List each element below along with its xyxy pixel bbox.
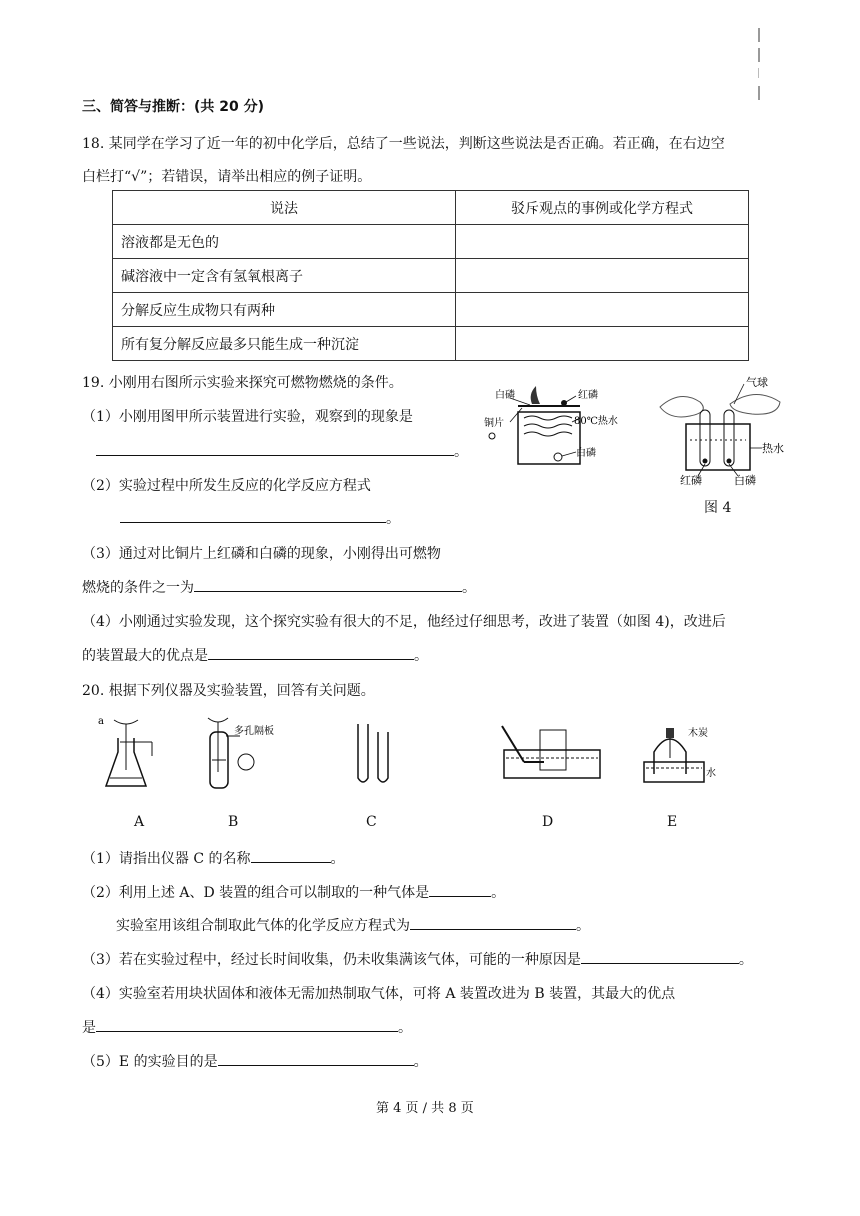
svg-text:a: a bbox=[98, 716, 104, 727]
q18-table bbox=[112, 190, 749, 361]
label-red-phosphorus: 红磷 bbox=[680, 474, 702, 487]
answer-cell[interactable] bbox=[456, 225, 749, 259]
q19-part1-answer: 。 bbox=[96, 441, 468, 461]
q19-part3b: 燃烧的条件之一为 。 bbox=[82, 577, 476, 597]
apparatus-c-test-tubes bbox=[354, 722, 394, 788]
answer-blank[interactable] bbox=[410, 915, 576, 930]
answer-blank[interactable] bbox=[120, 508, 386, 523]
answer-blank[interactable] bbox=[96, 1017, 398, 1032]
figure-caption: 图 4 bbox=[704, 500, 732, 516]
table-row bbox=[113, 259, 749, 293]
answer-blank[interactable] bbox=[429, 882, 491, 897]
table-row bbox=[113, 293, 749, 327]
q20-part2: （2）利用上述 A、D 装置的组合可以制取的一种气体是 。 bbox=[82, 882, 505, 902]
q19-part4b: 的装置最大的优点是 。 bbox=[82, 645, 428, 665]
q18-line2: 白栏打“√”；若错误，请举出相应的例子证明。 bbox=[82, 169, 372, 185]
table-cell: 溶液都是无色的 bbox=[113, 225, 456, 259]
q20-part2b: 实验室用该组合制取此气体的化学反应方程式为 。 bbox=[116, 915, 590, 935]
table-row bbox=[113, 327, 749, 361]
label-hot-water: 80℃热水 bbox=[574, 416, 618, 427]
label-copper: 铜片 bbox=[484, 418, 504, 429]
apparatus-e-bell-jar bbox=[640, 722, 730, 788]
q20-part4a: （4）实验室若用块状固体和液体无需加热制取气体，可将 A 装置改进为 B 装置，其最大的优点 bbox=[82, 986, 676, 1002]
q19-intro: 19. 小刚用右图所示实验来探究可燃物燃烧的条件。 bbox=[82, 375, 403, 391]
answer-cell[interactable] bbox=[456, 293, 749, 327]
table-cell: 所有复分解反应最多只能生成一种沉淀 bbox=[113, 327, 456, 361]
q18-line1: 18. 某同学在学习了近一年的初中化学后，总结了一些说法，判断这些说法是否正确。若正确，在右边空 bbox=[82, 136, 725, 152]
table-cell: 碱溶液中一定含有氢氧根离子 bbox=[113, 259, 456, 293]
label-white-phosphorus: 白磷 bbox=[734, 474, 756, 487]
section-title: 三、简答与推断：(共 20 分) bbox=[82, 99, 265, 115]
svg-text:多孔隔板: 多孔隔板 bbox=[234, 726, 274, 737]
binding-mark bbox=[758, 86, 760, 100]
q20-part5: （5）E 的实验目的是 。 bbox=[82, 1051, 428, 1071]
apparatus-b-tube bbox=[200, 712, 280, 792]
q19-part2-answer: 。 bbox=[120, 508, 400, 528]
svg-text:木炭: 木炭 bbox=[688, 728, 708, 739]
answer-blank[interactable] bbox=[581, 949, 739, 964]
answer-cell[interactable] bbox=[456, 259, 749, 293]
apparatus-label-b: B bbox=[228, 814, 239, 830]
apparatus-label-c: C bbox=[366, 814, 377, 830]
binding-mark bbox=[758, 68, 759, 78]
figure-copper-plate-apparatus bbox=[480, 378, 630, 478]
label-balloon: 气球 bbox=[746, 376, 768, 389]
label-white-phosphorus: 白磷 bbox=[495, 390, 515, 401]
label-hot-water: 热水 bbox=[762, 442, 784, 455]
q19-part4a: （4）小刚通过实验发现，这个探究实验有很大的不足，他经过仔细思考，改进了装置（如图 4)，改进后 bbox=[82, 614, 726, 630]
svg-text:水: 水 bbox=[706, 768, 716, 779]
apparatus-a-flask bbox=[96, 712, 166, 792]
label-red-phosphorus: 红磷 bbox=[578, 390, 598, 401]
q20-part3: （3）若在实验过程中，经过长时间收集，仍未收集满该气体，可能的一种原因是 。 bbox=[82, 949, 753, 969]
answer-blank[interactable] bbox=[218, 1051, 414, 1066]
apparatus-label-a: A bbox=[134, 814, 145, 830]
label-white-phosphorus-2: 白磷 bbox=[576, 448, 596, 459]
q19-part1: （1）小刚用图甲所示装置进行实验，观察到的现象是 bbox=[82, 409, 413, 425]
q20-part4b: 是 。 bbox=[82, 1017, 412, 1037]
q20-intro: 20. 根据下列仪器及实验装置，回答有关问题。 bbox=[82, 683, 375, 699]
answer-blank[interactable] bbox=[208, 645, 414, 660]
apparatus-d-water-trough bbox=[498, 722, 606, 782]
answer-blank[interactable] bbox=[96, 441, 454, 456]
table-cell: 分解反应生成物只有两种 bbox=[113, 293, 456, 327]
table-header: 说法 bbox=[113, 191, 456, 225]
table-header: 驳斥观点的事例或化学方程式 bbox=[456, 191, 749, 225]
answer-blank[interactable] bbox=[194, 577, 462, 592]
table-row bbox=[113, 225, 749, 259]
apparatus-label-d: D bbox=[542, 814, 554, 830]
binding-mark bbox=[758, 28, 760, 42]
binding-mark bbox=[758, 48, 760, 62]
page-footer: 第 4 页 / 共 8 页 bbox=[376, 1101, 474, 1116]
q19-part2: （2）实验过程中所发生反应的化学反应方程式 bbox=[82, 478, 371, 494]
q20-part1: （1）请指出仪器 C 的名称 。 bbox=[82, 848, 345, 868]
answer-cell[interactable] bbox=[456, 327, 749, 361]
apparatus-label-e: E bbox=[667, 814, 678, 830]
q19-part3a: （3）通过对比铜片上红磷和白磷的现象，小刚得出可燃物 bbox=[82, 546, 441, 562]
answer-blank[interactable] bbox=[251, 848, 331, 863]
figure-improved-apparatus bbox=[650, 372, 800, 487]
